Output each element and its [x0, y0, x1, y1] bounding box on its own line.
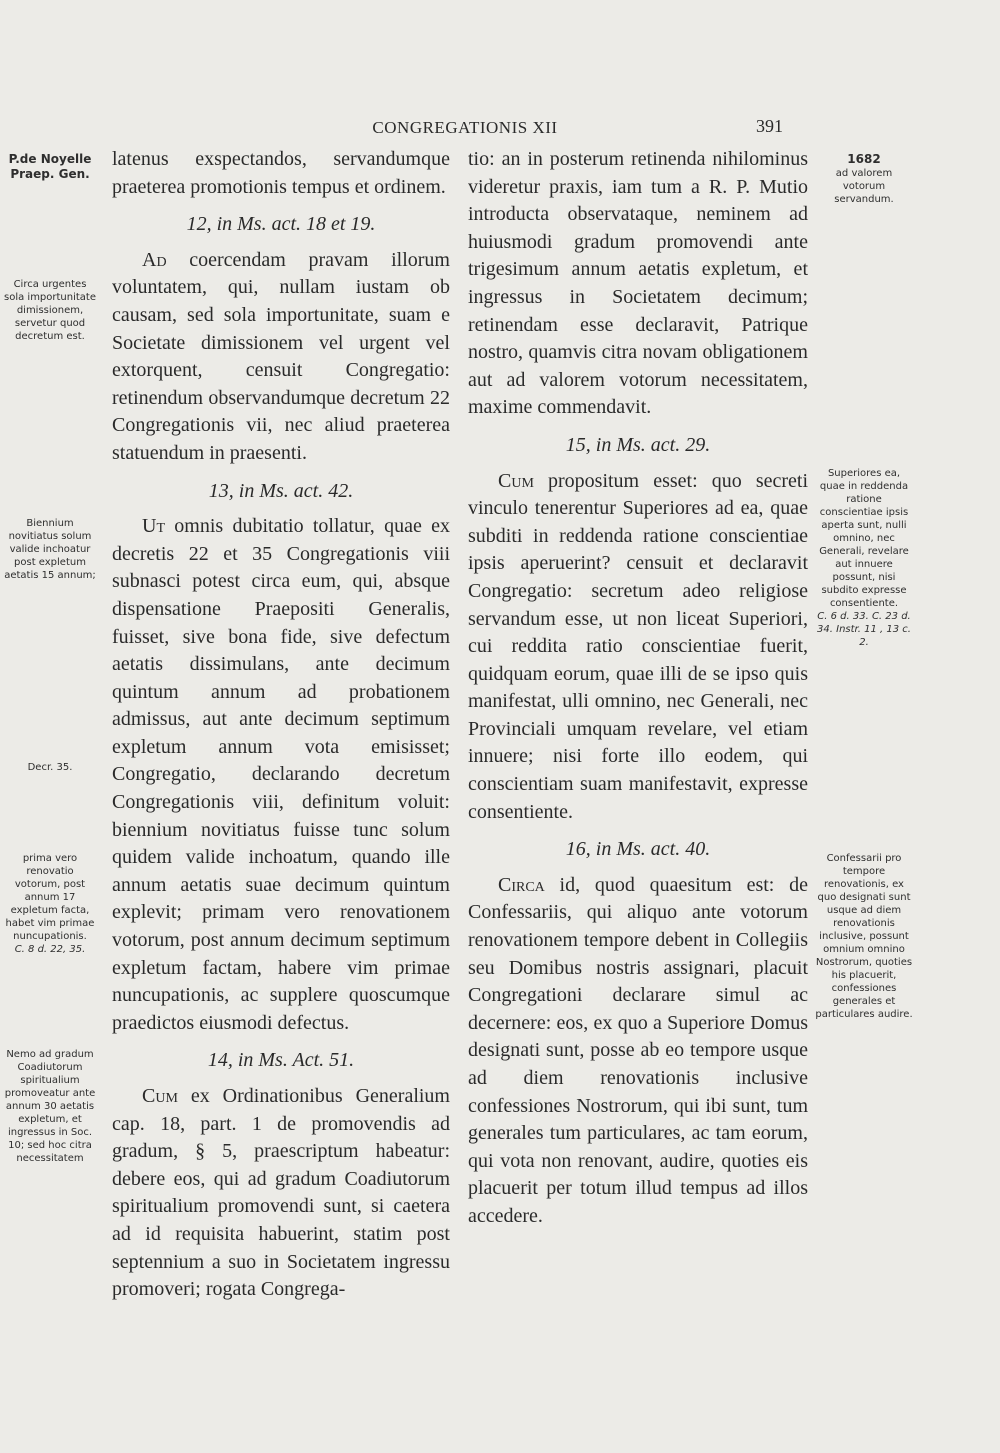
section-heading: 16, in Ms. act. 40. [565, 838, 711, 861]
page-number: 391 [756, 116, 783, 136]
initial-word: Circa [498, 873, 545, 896]
margin-note: Confessarii pro tempore renovationis, ex quo designati sunt usque ad diem renovationis inclusive, possunt omnium omnino Nostrorum, quoties his placuerit, confessiones generales et particulares audire. [815, 853, 913, 1020]
paragraph [112, 1083, 450, 1304]
section-heading: 13, in Ms. act. 42. [208, 479, 354, 502]
paragraph-text: ex Ordinationibus Generalium cap. 18, part. 1 de promovendis ad gradum, § 5, praescriptum habeatur: debere eos, qui ad gradum Coadiutorum spiritualium promovendi sunt, si caetera ad id requisita habuerint, statim post septennium a suo in Societatem ingressu promoveri; rogata Congrega- [112, 1085, 450, 1301]
margin-year [815, 152, 913, 206]
section-heading: 14, in Ms. Act. 51. [207, 1049, 355, 1072]
author-office: Praep. Gen. [10, 167, 90, 181]
right-column [468, 146, 808, 1231]
paragraph [112, 513, 450, 1037]
running-title: CONGREGATIONIS XII [372, 118, 558, 137]
margin-reference: Decr. 35. [27, 762, 73, 773]
paragraph-text: propositum esset: quo secreti vinculo tenerentur Superiores ad ea, quae subditi in reddenda ratione conscientiae ipsis aperuerint? censuit et declaravit Congregatio: secretum adeo religiose servandum esse, ut non liceat Superiori, cui reddita ratio conscientiae fuerit, quidquam eorum, quae illi de se ipso quis manifestat, ulli omnino, nec Generali, nec Provinciali umquam revelare, vel etiam innuere; nisi forte illo eodem, qui conscientiam suam manifestavit, expresse consentiente. [468, 469, 808, 823]
paragraph: latenus exspectandos, servandumque praeterea promotionis tempus et ordinem. [112, 148, 450, 198]
margin-note-text: prima vero renovatio votorum, post annum 17 expletum facta, habet vim primae nuncupationis. [5, 853, 95, 942]
paragraph-text: coercendam pravam illorum voluntatem, qui, nullam iustam ob causam, sed sola importunitate, suam e Societate dimissionem vel urgent vel extorquent, censuit Congregatio: retinendum observandumque decretum 22 Congregationis vii, nec aliud praeterea statuendum in praesenti. [112, 248, 450, 464]
paragraph [468, 468, 808, 827]
paragraph: tio: an in posterum retinenda nihilominus videretur praxis, iam tum a R. P. Mutio introducta observataque, neminem ad huiusmodi gradum promovendi ante trigesimum annum aetatis expletum, et ingressus in Societatem decimum; retinendam esse declaravit, Patrique nostro, quamvis citra novam obligationem aut ad valorem votorum necessitatem, maxime commendavit. [468, 148, 808, 419]
margin-note [815, 467, 913, 649]
section-heading: 15, in Ms. act. 29. [565, 433, 711, 456]
margin-note-text: Superiores ea, quae in reddenda ratione conscientiae ipsis aperta sunt, nulli omnino, nec Generali, revelare aut innuere possunt, nisi subdito expresse consentiente. [819, 468, 909, 609]
paragraph-text: id, quod quaesitum est: de Confessariis, qui aliquo ante votorum renovationem tempore debent in Collegiis seu Domibus nostris assignari, placuit Congregationi declarare simul ac decernere: eos, ex quo a Superiore Domus designati sunt, posse ab eo tempore usque ad diem renovationis inclusive confessiones Nostrorum, qui ibi sunt, tum generales tum particulares, ac tam eorum, qui vota non renovant, audire, quoties eis placuerit per totum illud tempus ad illos accedere. [468, 873, 808, 1227]
year: 1682 [847, 152, 881, 166]
margin-reference: C. 8 d. 22, 35. [14, 944, 86, 955]
initial-word: Ad [142, 248, 167, 271]
margin-note [4, 852, 96, 956]
margin-note: Nemo ad gradum Coadiutorum spiritualium promoveatur ante annum 30 aetatis expletum, et ingressus in Soc. 10; sed hoc citra necessitatem [4, 1049, 96, 1164]
margin-note: Circa urgentes sola importunitate dimissionem, servetur quod decretum est. [4, 279, 97, 342]
section-heading: 12, in Ms. act. 18 et 19. [186, 213, 376, 236]
initial-word: Ut [142, 515, 165, 538]
paragraph [468, 872, 808, 1231]
initial-word: Cum [498, 469, 534, 492]
margin-reference: C. 6 d. 33. C. 23 d. 34. Instr. 11 , 13 c. 2. [817, 611, 911, 648]
margin-note: Biennium novitiatus solum valide inchoatur post expletum aetatis 15 annum; [4, 518, 96, 581]
margin-author [4, 152, 96, 182]
paragraph [112, 247, 450, 468]
author-name: P.de Noyelle [8, 152, 92, 166]
margin-note-text: ad valorem votorum servandum. [834, 168, 894, 205]
left-column [112, 146, 450, 1304]
paragraph-text: omnis dubitatio tollatur, quae ex decretis 22 et 35 Congregationis viii subnasci potest circa eum, qui, absque dispensatione Praepositi Generalis, fuisset, sive bona fide, sive defectum aetatis dissimulans, ante decimum quintum annum ad probationem admissus, aut ante decimum septimum expletum annum vota emisisset; Congregatio, declarando decretum Congregationis viii, definitum voluit: biennium novitiatus fuisse tunc solum quidem valide inchoatum, quando ille annum aetatis suae decimum quintum explevit; primam vero renovationem votorum, post annum decimum septimum expletum factam, habere vim primae nuncupationis, ac supplere quoscumque praedictos eiusmodi defectus. [112, 515, 450, 1034]
initial-word: Cum [142, 1085, 178, 1107]
